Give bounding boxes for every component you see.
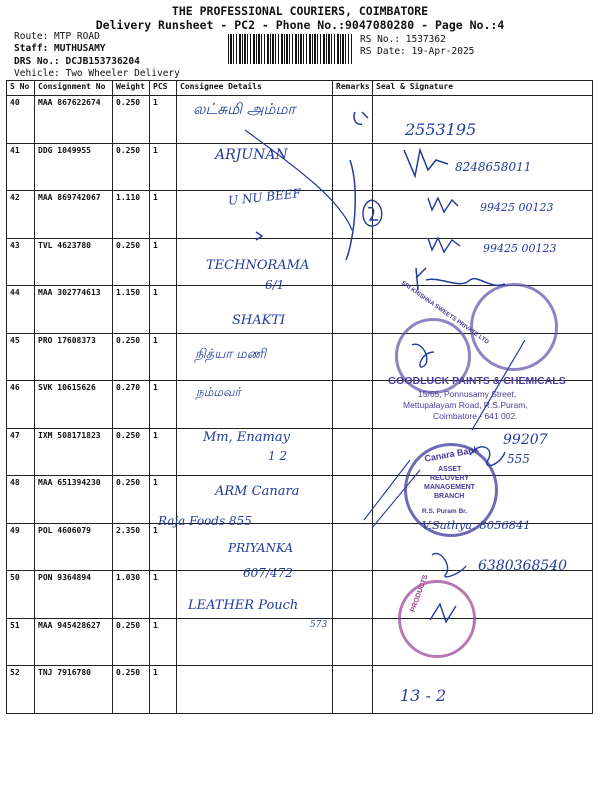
cell-sno: 50: [7, 571, 35, 619]
table-row: [7, 666, 593, 714]
company-title: THE PROFESSIONAL COURIERS, COIMBATORE: [171, 4, 429, 18]
row42-consignee-hw: U NU BEEF: [227, 186, 302, 208]
row51-consignee-hw: PRIYANKA: [228, 541, 294, 555]
row42-signature-hw: 99425 00123: [480, 201, 554, 214]
table-row: [7, 476, 593, 524]
row50-signature-hw: V.Sathya. 8056841: [422, 518, 531, 532]
cell-consignment-no: MAA 651394230: [35, 476, 113, 524]
cell-sno: 49: [7, 523, 35, 571]
cell-pcs: 1: [150, 238, 177, 286]
cell-weight: 1.110: [113, 191, 150, 239]
cell-pcs: 1: [150, 191, 177, 239]
cell-consignment-no: MAA 945428627: [35, 618, 113, 666]
row43-signature-hw: 99425 00123: [483, 242, 557, 255]
cell-remarks: [333, 571, 373, 619]
row41-consignee-hw: ARJUNAN: [215, 147, 288, 163]
row51-signature-hw: 6380368540: [478, 558, 568, 574]
cell-consignment-no: SVK 10615626: [35, 381, 113, 429]
cell-sno: 47: [7, 428, 35, 476]
col-seal-signature: Seal & Signature: [373, 81, 593, 96]
cell-weight: 0.250: [113, 333, 150, 381]
cell-sno: 42: [7, 191, 35, 239]
products-stamp: [398, 580, 476, 658]
cell-remarks: [333, 666, 373, 714]
table-header-row: [7, 81, 593, 96]
cell-consignment-no: TNJ 7916780: [35, 666, 113, 714]
cell-sno: 40: [7, 96, 35, 144]
col-remarks: Remarks: [333, 81, 373, 96]
cell-remarks: [333, 191, 373, 239]
col-pcs: PCS: [150, 81, 177, 96]
canara-stamp-line-3: MANAGEMENT: [424, 484, 475, 491]
canara-stamp-line-2: RECOVERY: [430, 475, 470, 482]
row49-signature-extra-hw: 555: [507, 452, 530, 466]
cell-consignment-no: MAA 869742067: [35, 191, 113, 239]
cell-remarks: [333, 286, 373, 334]
cell-pcs: 1: [150, 96, 177, 144]
staff-label: Staff: MUTHUSAMY: [14, 43, 106, 54]
cell-pcs: 1: [150, 571, 177, 619]
barcode: [228, 34, 352, 64]
row48-consignee-hw: Mm, Enamay: [203, 430, 290, 445]
cell-weight: 0.250: [113, 618, 150, 666]
goodluck-stamp-address-2: Mettupalayam Road, R.S.Puram,: [403, 400, 528, 410]
cell-pcs: 1: [150, 286, 177, 334]
cell-pcs: 1: [150, 523, 177, 571]
vehicle-label: Vehicle: Two Wheeler Delivery: [14, 68, 180, 79]
products-stamp-text: PRODUCTS: [409, 573, 430, 614]
table-row: [7, 618, 593, 666]
cell-consignment-no: PRO 17608373: [35, 333, 113, 381]
cell-weight: 0.250: [113, 666, 150, 714]
row52-consignee-hw: LEATHER Pouch: [188, 598, 299, 613]
row40-signature-hw: 2553195: [405, 120, 477, 139]
canara-stamp-line-5: R.S. Puram Br.: [422, 508, 468, 515]
row50-extra-hw: Raja Foods 855: [158, 514, 252, 528]
cell-consignee-details: [177, 666, 333, 714]
canara-stamp-line-4: BRANCH: [434, 493, 465, 500]
route-label: Route: MTP ROAD: [14, 31, 100, 42]
cell-pcs: 1: [150, 381, 177, 429]
row50-consignee-hw: ARM Canara: [215, 484, 300, 499]
cell-remarks: [333, 476, 373, 524]
table-row: [7, 96, 593, 144]
cell-pcs: 1: [150, 333, 177, 381]
cell-consignment-no: PON 9364894: [35, 571, 113, 619]
row45-consignee-hw: SHAKTI: [232, 313, 286, 328]
cell-consignment-no: TVL 4623780: [35, 238, 113, 286]
cell-remarks: [333, 618, 373, 666]
cell-sno: 41: [7, 143, 35, 191]
cell-remarks: [333, 428, 373, 476]
col-weight: Weight: [113, 81, 150, 96]
rs-no: RS No.: 1537362: [360, 34, 446, 45]
cell-consignment-no: IXM 508171823: [35, 428, 113, 476]
row47-consignee-hw: நம்மவர்: [196, 385, 241, 399]
canara-stamp-title: Canara Bank: [423, 444, 480, 464]
runsheet-subtitle: Delivery Runsheet - PC2 - Phone No.:9047080280 - Page No.:4: [95, 18, 505, 32]
drs-label: DRS No.: DCJB153736204: [14, 56, 140, 67]
cell-weight: 0.270: [113, 381, 150, 429]
rs-date: RS Date: 19-Apr-2025: [360, 46, 475, 57]
canara-stamp-line-1: ASSET: [438, 466, 462, 473]
cell-remarks: [333, 238, 373, 286]
row52-num-hw: 573: [310, 620, 328, 630]
cell-consignment-no: MAA 867622674: [35, 96, 113, 144]
row41-signature-hw: 8248658011: [455, 160, 532, 174]
cell-pcs: 1: [150, 143, 177, 191]
cell-sno: 51: [7, 618, 35, 666]
row44-consignee-hw: TECHNORAMA: [206, 258, 310, 273]
cell-remarks: [333, 333, 373, 381]
row51-num-hw: 607/472: [243, 566, 293, 580]
cell-remarks: [333, 523, 373, 571]
goodluck-stamp-title: GOODLUCK PAINTS & CHEMICALS: [388, 375, 566, 387]
cell-sno: 45: [7, 333, 35, 381]
cell-sno: 46: [7, 381, 35, 429]
cell-remarks: [333, 381, 373, 429]
krishna-sweets-seal: [470, 283, 558, 371]
cell-consignment-no: MAA 302774613: [35, 286, 113, 334]
table-row: [7, 571, 593, 619]
cell-pcs: 1: [150, 428, 177, 476]
cell-remarks: [333, 96, 373, 144]
cell-weight: 0.250: [113, 476, 150, 524]
cell-weight: 1.150: [113, 286, 150, 334]
cell-consignment-no: DDG 1049955: [35, 143, 113, 191]
cell-weight: 0.250: [113, 143, 150, 191]
goodluck-stamp-address-3: Coimbatore - 641 002.: [433, 411, 518, 421]
cell-remarks: [333, 143, 373, 191]
row49-signature-hw: 99207: [503, 432, 548, 448]
goodluck-stamp-address-1: 15/65, Ponnusamy Street,: [418, 389, 517, 399]
cell-weight: 1.030: [113, 571, 150, 619]
cell-sno: 48: [7, 476, 35, 524]
row46-consignee-hw: நித்யா மணி: [195, 347, 267, 362]
cell-consignment-no: POL 4606079: [35, 523, 113, 571]
footer-note-hw: 13 - 2: [400, 686, 447, 705]
cell-seal-signature: [373, 191, 593, 239]
cell-weight: 2.350: [113, 523, 150, 571]
row48-num-hw: 1 2: [268, 449, 288, 463]
cell-sno: 52: [7, 666, 35, 714]
row40-consignee-hw: லட்சுமி அம்மா: [193, 100, 296, 118]
col-sno: S No: [7, 81, 35, 96]
sweets-stamp-text: SRI KRISHNA SWEETS PRIVATE LTD: [399, 280, 490, 346]
cell-sno: 43: [7, 238, 35, 286]
cell-pcs: 1: [150, 666, 177, 714]
cell-pcs: 1: [150, 618, 177, 666]
col-consignee: Consignee Details: [177, 81, 333, 96]
cell-weight: 0.250: [113, 428, 150, 476]
col-consignment: Consignment No: [35, 81, 113, 96]
cell-weight: 0.250: [113, 96, 150, 144]
cell-pcs: 1: [150, 476, 177, 524]
cell-sno: 44: [7, 286, 35, 334]
row44-num-hw: 6/1: [265, 278, 285, 292]
cell-weight: 0.250: [113, 238, 150, 286]
